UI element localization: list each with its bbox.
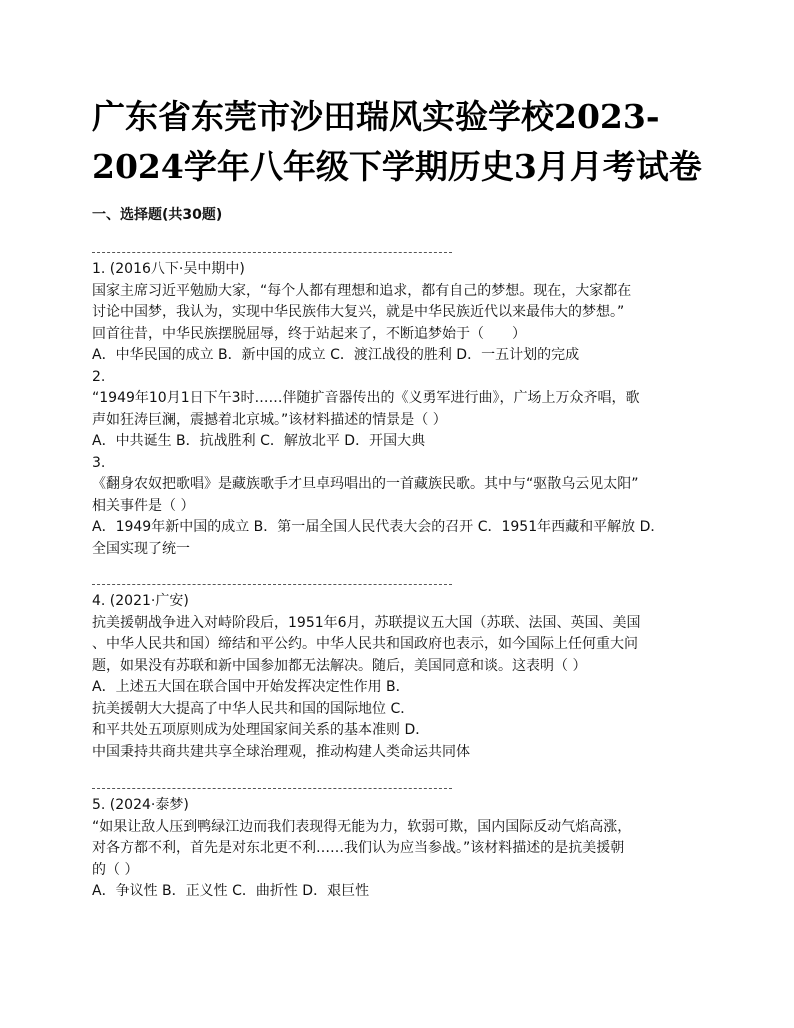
question-4-option: A．上述五大国在联合国中开始发挥决定性作用 B． [92,679,410,695]
question-2-header: 2. [92,368,106,385]
question-1-stem: 国家主席习近平勉励大家，“每个人都有理想和追求，都有自己的梦想。现在，大家都在 [92,282,632,299]
question-1-stem: 回首往昔，中华民族摆脱屈辱，终于站起来了，不断追梦始于（ ） [92,325,526,342]
question-5-header: 5. (2024·泰梦) [92,797,189,813]
question-4-stem: 抗美援朝战争进入对峙阶段后，1951年6月，苏联提议五大国（苏联、法国、英国、美国 [92,614,641,631]
question-2-stem: 声如狂涛巨澜，震撼着北京城。”该材料描述的情景是（ ） [92,411,447,428]
question-4-stem: 、中华人民共和国）缔结和平公约。中华人民共和国政府也表示，如今国际上任何重大问 [92,636,638,652]
question-5-stem: 的（ ） [92,861,139,878]
question-block-1 [92,240,712,560]
question-3-header: 3. [92,454,106,471]
question-4-option: 和平共处五项原则成为处理国家间关系的基本准则 D． [92,722,430,738]
question-block-4 [92,572,712,763]
question-1-header: 1. (2016八下·吴中期中) [92,261,245,277]
section-heading: 一、选择题(共30题) [92,207,223,223]
page-title [92,92,712,192]
question-4-stem: 题，如果没有苏联和新中国参加都无法解决。随后，美国同意和谈。这表明（ ） [92,657,587,674]
question-3-stem: 《翻身农奴把歌唱》是藏族歌手才旦卓玛唱出的一首藏族民歌。其中与“驱散乌云见太阳” [92,476,639,492]
divider [92,240,452,253]
title-line-1: 广东省东莞市沙田瑞风实验学校2023- [92,97,660,136]
question-3-options: 全国实现了统一 [92,540,190,557]
question-5-stem: 对各方都不利，首先是对东北更不利……我们认为应当参战。”该材料描述的是抗美援朝 [92,840,625,856]
question-2-options: A．中共诞生 B．抗战胜利 C．解放北平 D．开国大典 [92,433,426,449]
question-5-options: A．争议性 B．正义性 C．曲折性 D．艰巨性 [92,883,370,899]
question-3-options: A．1949年新中国的成立 B．第一届全国人民代表大会的召开 C．1951年西藏和平解放 D． [92,519,665,535]
question-4-option: 抗美援朝大大提高了中华人民共和国的国际地位 C． [92,700,415,717]
question-4-header: 4. (2021·广安) [92,593,189,609]
question-block-5 [92,776,712,903]
question-1-stem: 讨论中国梦，我认为，实现中华民族伟大复兴，就是中华民族近代以来最伟大的梦想。” [92,304,625,320]
divider [92,776,452,789]
divider [92,572,452,585]
question-2-stem: “1949年10月1日下午3时……伴随扩音器传出的《义勇军进行曲》，广场上万众齐唱，歌 [92,390,640,406]
question-4-option: 中国秉持共商共建共享全球治理观，推动构建人类命运共同体 [92,743,470,760]
question-1-options: A．中华民国的成立 B．新中国的成立 C．渡江战役的胜利 D．一五计划的完成 [92,347,580,363]
question-5-stem: “如果让敌人压到鸭绿江边而我们表现得无能为力，软弱可欺，国内国际反动气焰高涨， [92,818,632,835]
question-3-stem: 相关事件是（ ） [92,497,195,514]
title-line-2: 2024学年八年级下学期历史3月月考试卷 [92,147,702,186]
